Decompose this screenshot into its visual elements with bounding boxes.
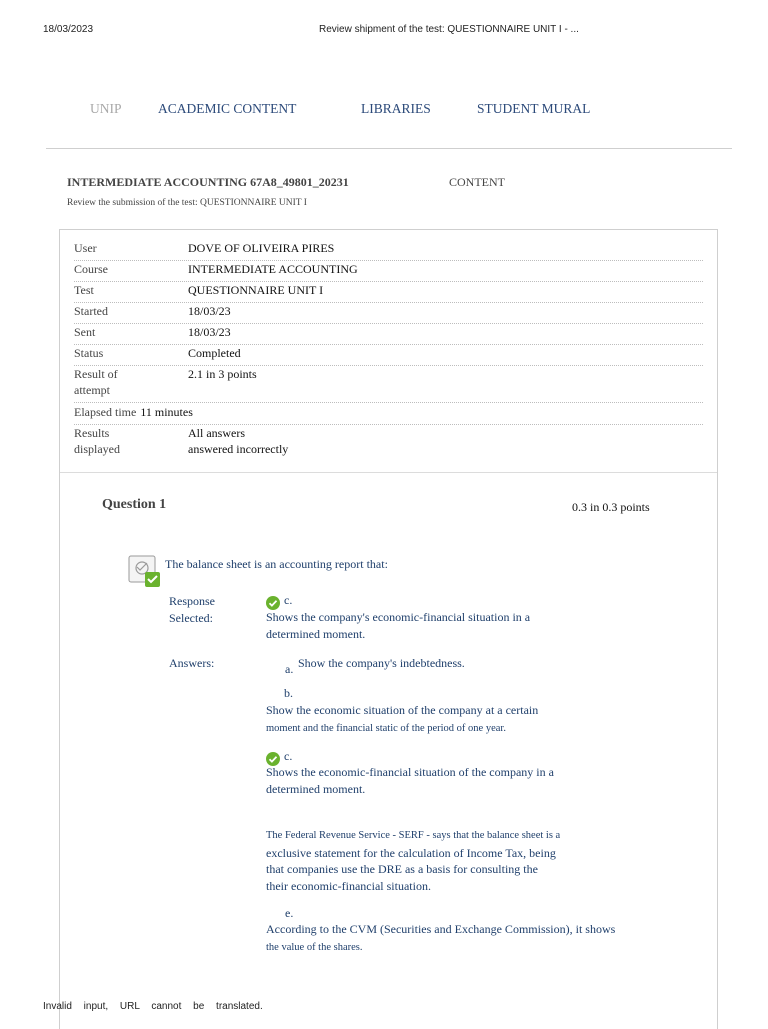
info-value: 18/03/23 bbox=[188, 325, 231, 339]
info-label-line: Result of bbox=[74, 367, 118, 381]
nav-brand-unip[interactable]: UNIP bbox=[90, 101, 122, 116]
info-row-results-displayed bbox=[74, 425, 703, 461]
question-text: The balance sheet is an accounting report that: bbox=[165, 557, 388, 571]
answer-a-text: Show the company's indebtedness. bbox=[298, 656, 465, 670]
info-value: 11 minutes bbox=[140, 405, 193, 419]
info-row-status bbox=[74, 345, 703, 366]
text-line: exclusive statement for the calculation of Income Tax, being bbox=[266, 845, 556, 860]
info-value: INTERMEDIATE ACCOUNTING bbox=[188, 262, 358, 276]
answer-e-text bbox=[266, 921, 615, 956]
print-footer: Invalid input, URL cannot be translated. bbox=[43, 1001, 263, 1012]
nav-divider bbox=[46, 148, 732, 149]
info-label-line: Results bbox=[74, 426, 110, 440]
text-line: The Federal Revenue Service - SERF - says that the balance sheet is a bbox=[266, 830, 561, 841]
text-line: According to the CVM (Securities and Exchange Commission), it shows bbox=[266, 922, 616, 936]
info-label: Course bbox=[74, 262, 108, 276]
page-subtitle: Review the submission of the test: QUESTIONNAIRE UNIT I bbox=[67, 198, 307, 208]
info-value: DOVE OF OLIVEIRA PIRES bbox=[188, 241, 335, 255]
info-row-test bbox=[74, 282, 703, 303]
print-title: Review shipment of the test: QUESTIONNAIRE UNIT I - ... bbox=[319, 24, 579, 35]
answers-label: Answers: bbox=[169, 656, 215, 670]
text-line: the value of the shares. bbox=[266, 941, 363, 953]
answer-e-letter: e. bbox=[285, 906, 294, 920]
text-line: moment and the financial static of the period of one year. bbox=[266, 722, 506, 734]
correct-answer-icon bbox=[128, 555, 160, 587]
info-row-result bbox=[74, 366, 703, 403]
info-value: QUESTIONNAIRE UNIT I bbox=[188, 283, 324, 297]
question-title: Question 1 bbox=[102, 497, 167, 512]
answer-b-text bbox=[266, 702, 538, 737]
label-line: Response bbox=[169, 594, 215, 608]
course-title[interactable]: INTERMEDIATE ACCOUNTING 67A8_49801_20231 bbox=[67, 175, 349, 189]
info-label: Test bbox=[74, 283, 94, 297]
answer-a-letter: a. bbox=[285, 662, 294, 676]
info-label-line: displayed bbox=[74, 442, 120, 456]
text-line: determined moment. bbox=[266, 781, 366, 796]
answer-b-letter: b. bbox=[284, 686, 293, 700]
text-line: Shows the company's economic-financial situation in a bbox=[266, 610, 531, 624]
info-value-line: answered incorrectly bbox=[188, 442, 289, 456]
selected-letter: c. bbox=[284, 593, 293, 607]
info-label: User bbox=[74, 241, 97, 255]
text-line: their economic-financial situation. bbox=[266, 878, 431, 893]
label-line: Selected: bbox=[169, 610, 213, 625]
info-label: Started bbox=[74, 304, 108, 318]
info-label bbox=[74, 366, 118, 398]
info-row-user bbox=[74, 240, 703, 261]
print-header bbox=[0, 24, 768, 40]
content-link[interactable]: CONTENT bbox=[449, 175, 505, 189]
print-date: 18/03/2023 bbox=[43, 24, 94, 35]
info-label: Sent bbox=[74, 325, 96, 339]
info-label bbox=[74, 425, 120, 457]
text-line: that companies use the DRE as a basis for consulting the bbox=[266, 862, 538, 876]
nav-academic-content[interactable]: ACADEMIC CONTENT bbox=[158, 101, 297, 116]
info-value-line: All answers bbox=[188, 426, 245, 440]
info-value bbox=[188, 425, 288, 457]
answer-c-text bbox=[266, 764, 554, 797]
selected-response-text bbox=[266, 609, 530, 642]
answer-d-text bbox=[266, 826, 560, 894]
info-row-sent bbox=[74, 324, 703, 345]
info-label: Elapsed time bbox=[74, 405, 137, 419]
info-value: Completed bbox=[188, 346, 241, 360]
info-row-elapsed bbox=[74, 404, 703, 425]
text-line: Shows the economic-financial situation of the company in a bbox=[266, 765, 554, 779]
info-row-started bbox=[74, 303, 703, 324]
question-points: 0.3 in 0.3 points bbox=[572, 500, 650, 514]
selected-response-label bbox=[169, 593, 215, 626]
info-value: 18/03/23 bbox=[188, 304, 231, 318]
answer-c-letter: c. bbox=[284, 749, 293, 763]
info-label-line: attempt bbox=[74, 383, 110, 397]
nav-libraries[interactable]: LIBRARIES bbox=[361, 101, 431, 116]
info-value: 2.1 in 3 points bbox=[188, 367, 257, 381]
attempt-summary bbox=[60, 230, 717, 473]
top-navigation bbox=[0, 101, 768, 121]
info-label: Status bbox=[74, 346, 104, 360]
check-icon bbox=[266, 596, 280, 610]
text-line: Show the economic situation of the company at a certain bbox=[266, 703, 539, 717]
text-line: determined moment. bbox=[266, 626, 366, 641]
info-row-course bbox=[74, 261, 703, 282]
nav-student-mural[interactable]: STUDENT MURAL bbox=[477, 101, 591, 116]
